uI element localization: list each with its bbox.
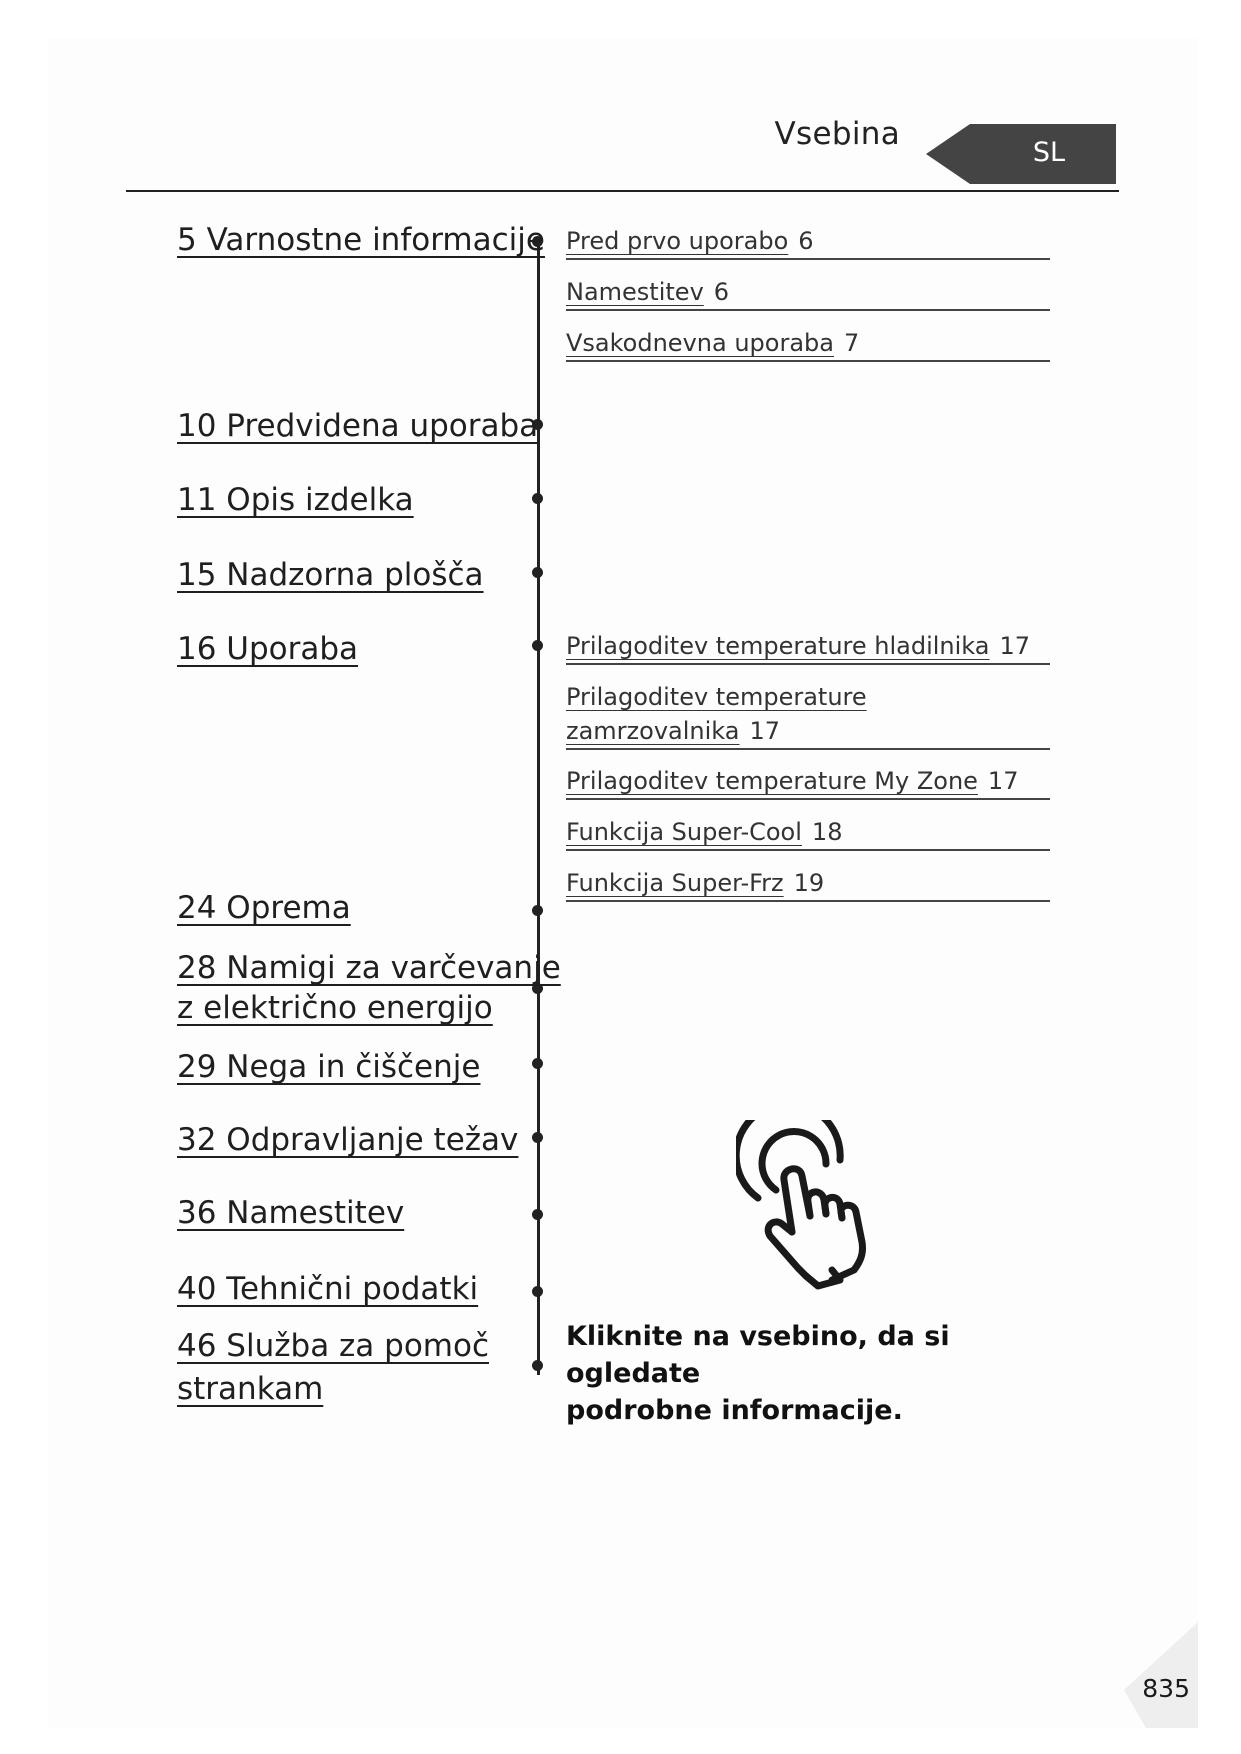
toc-item-accessories[interactable]: 24 Oprema	[177, 890, 351, 926]
timeline-dot	[532, 567, 543, 578]
page-number: 835	[1142, 1674, 1190, 1703]
toc-subitem-installation[interactable]	[566, 275, 1050, 311]
timeline-dot	[532, 1209, 543, 1220]
toc-item-technical-data[interactable]: 40 Tehnični podatki	[177, 1271, 479, 1307]
toc-subitem-page: 17	[987, 767, 1019, 795]
toc-subitem-page: 6	[713, 278, 730, 306]
toc-subitem-page: 17	[749, 717, 781, 745]
toc-subitem-myzone-temperature[interactable]	[566, 764, 1050, 800]
toc-item-use[interactable]: 16 Uporaba	[177, 631, 359, 667]
toc-subitem-label: Prilagoditev temperature My Zone	[566, 767, 978, 795]
toc-subitem-page: 17	[999, 632, 1031, 660]
toc-subitem-super-cool[interactable]	[566, 815, 1050, 851]
toc-subitem-super-frz[interactable]	[566, 866, 1050, 902]
toc-item-intended-use[interactable]: 10 Predvidena uporaba	[177, 408, 539, 444]
timeline-dot	[532, 1132, 543, 1143]
toc-item-installation[interactable]: 36 Namestitev	[177, 1195, 405, 1231]
hint-text	[566, 1318, 1086, 1429]
toc-subitem-label-line2: zamrzovalnika	[566, 717, 740, 745]
timeline-dot	[532, 905, 543, 916]
toc-item-customer-service[interactable]	[177, 1325, 489, 1411]
toc-subitem-freezer-temperature[interactable]	[566, 680, 1050, 750]
toc-subitem-before-first-use[interactable]	[566, 224, 1050, 260]
toc-item-care-cleaning[interactable]: 29 Nega in čiščenje	[177, 1049, 481, 1085]
toc-item-safety[interactable]: 5 Varnostne informacije	[177, 222, 545, 258]
language-tab	[926, 124, 1116, 184]
toc-subitem-page: 7	[843, 329, 860, 357]
page-title: Vsebina	[774, 116, 900, 152]
toc-subitem-label: Namestitev	[566, 278, 704, 306]
toc-item-energy-tips-line1: 28 Namigi za varčevanje	[177, 950, 561, 986]
toc-item-product-description[interactable]: 11 Opis izdelka	[177, 482, 414, 518]
toc-subitem-page: 6	[798, 227, 814, 255]
timeline-dot	[532, 640, 543, 651]
toc-subitem-label: Funkcija Super-Frz	[566, 869, 784, 897]
hint-text-line1: Kliknite na vsebino, da si ogledate	[566, 1321, 950, 1389]
language-tab-label: SL	[1032, 137, 1066, 168]
toc-subitem-label-line1: Prilagoditev temperature	[566, 683, 867, 711]
toc-subitem-label: Prilagoditev temperature hladilnika	[566, 632, 990, 660]
timeline-dot	[532, 1360, 543, 1371]
timeline-dot	[532, 1058, 543, 1069]
toc-item-control-panel[interactable]: 15 Nadzorna plošča	[177, 557, 484, 593]
tap-hand-icon	[736, 1120, 886, 1290]
toc-item-customer-service-line1: 46 Služba za pomoč	[177, 1328, 490, 1364]
header-divider	[126, 190, 1119, 192]
toc-subitem-fridge-temperature[interactable]	[566, 629, 1050, 665]
timeline-dot	[532, 1286, 543, 1297]
toc-subitem-page: 19	[793, 869, 825, 897]
toc-subitem-daily-use[interactable]	[566, 326, 1050, 362]
toc-item-energy-tips[interactable]	[177, 948, 561, 1028]
toc-item-troubleshooting[interactable]: 32 Odpravljanje težav	[177, 1122, 519, 1158]
hint-text-line2: podrobne informacije.	[566, 1395, 903, 1426]
toc-subitem-page: 18	[811, 818, 843, 846]
toc-item-customer-service-line2: strankam	[177, 1371, 324, 1407]
toc-subitem-label: Vsakodnevna uporaba	[566, 329, 834, 357]
timeline-dot	[532, 493, 543, 504]
toc-item-energy-tips-line2: z električno energijo	[177, 990, 493, 1026]
toc-subitem-label: Funkcija Super-Cool	[566, 818, 802, 846]
toc-subitem-label: Pred prvo uporabo	[566, 227, 789, 255]
